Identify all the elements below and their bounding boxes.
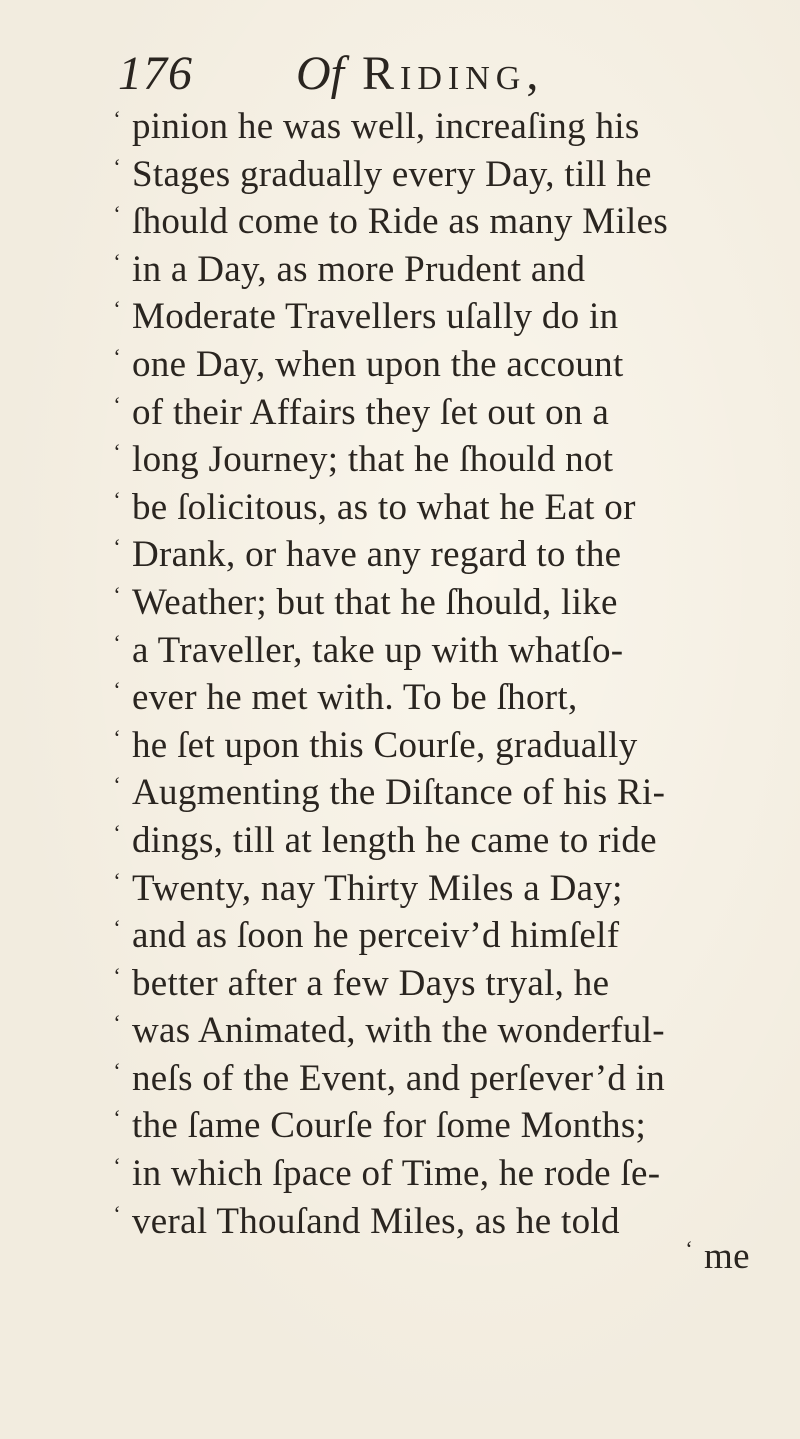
line-text: be ſolicitous, as to what he Eat or	[132, 486, 636, 528]
text-line	[108, 389, 778, 437]
quote-mark: ‘	[113, 391, 121, 417]
text-line	[108, 531, 778, 579]
line-text: long Journey; that he ſhould not	[132, 439, 614, 481]
line-text: a Traveller, take up with whatſo-	[132, 629, 624, 671]
quote-mark: ‘	[113, 1010, 121, 1036]
quote-mark: ‘	[113, 534, 121, 560]
quote-mark: ‘	[113, 819, 121, 845]
quote-mark: ‘	[113, 153, 121, 179]
quote-mark: ‘	[113, 1105, 121, 1131]
line-text: in which ſpace of Time, he rode ſe-	[132, 1153, 661, 1195]
quote-mark: ‘	[113, 1057, 121, 1083]
quote-mark: ‘	[113, 201, 121, 227]
text-line	[108, 627, 778, 675]
quote-mark: ‘	[113, 581, 121, 607]
quote-mark: ‘	[113, 772, 121, 798]
text-line	[108, 1150, 778, 1198]
text-line	[108, 1102, 778, 1150]
text-line	[108, 769, 778, 817]
quote-mark: ‘	[113, 343, 121, 369]
line-text: the ſame Courſe for ſome Months;	[132, 1105, 647, 1147]
line-text: veral Thouſand Miles, as he told	[132, 1200, 620, 1242]
line-text: one Day, when upon the account	[132, 343, 624, 385]
catchword-text: me	[704, 1236, 750, 1277]
quote-mark: ‘	[113, 962, 121, 988]
running-title-of: Of	[296, 47, 344, 100]
text-line	[108, 1055, 778, 1103]
line-text: Augmenting the Diſtance of his Ri-	[132, 772, 666, 814]
quote-mark: ‘	[113, 1200, 121, 1226]
text-line	[108, 436, 778, 484]
text-line	[108, 1007, 778, 1055]
page-number: 176	[118, 47, 193, 100]
quote-mark: ‘	[113, 915, 121, 941]
line-text: of their Affairs they ſet out on a	[132, 391, 610, 433]
line-text: neſs of the Event, and perſever’d in	[132, 1057, 666, 1099]
line-text: better after a few Days tryal, he	[132, 962, 610, 1004]
line-text: Drank, or have any regard to the	[132, 534, 622, 576]
quote-mark: ‘	[113, 867, 121, 893]
text-line	[108, 293, 778, 341]
text-line	[108, 674, 778, 722]
body-text	[108, 103, 778, 1245]
quote-mark: ‘	[113, 248, 121, 274]
text-line	[108, 341, 778, 389]
line-text: dings, till at length he came to ride	[132, 819, 657, 861]
text-line	[108, 579, 778, 627]
quote-mark: ‘	[113, 1153, 121, 1179]
line-text: Twenty, nay Thirty Miles a Day;	[132, 867, 623, 909]
line-text: Stages gradually every Day, till he	[132, 153, 652, 195]
quote-mark: ‘	[113, 629, 121, 655]
line-text: ever he met with. To be ſhort,	[132, 677, 578, 719]
line-text: Moderate Travellers uſally do in	[132, 296, 619, 338]
line-text: ſhould come to Ride as many Miles	[132, 201, 669, 243]
running-title-word: Riding,	[362, 47, 545, 100]
line-text: and as ſoon he perceiv’d himſelf	[132, 915, 620, 957]
line-text: in a Day, as more Prudent and	[132, 248, 586, 290]
quote-mark: ‘	[113, 439, 121, 465]
text-line	[108, 960, 778, 1008]
text-line	[108, 722, 778, 770]
quote-mark: ‘	[113, 486, 121, 512]
text-line	[108, 198, 778, 246]
text-line	[108, 484, 778, 532]
catchword	[680, 1233, 780, 1281]
quote-mark: ‘	[113, 677, 121, 703]
page-header	[118, 38, 738, 108]
text-line	[108, 103, 778, 151]
quote-mark: ‘	[113, 106, 121, 131]
line-text: was Animated, with the wonderful-	[132, 1010, 665, 1052]
running-title	[296, 46, 544, 101]
quote-mark: ‘	[113, 296, 121, 322]
text-line	[108, 246, 778, 294]
text-line	[108, 151, 778, 199]
line-text: Weather; but that he ſhould, like	[132, 581, 618, 623]
text-line	[108, 865, 778, 913]
text-line	[108, 817, 778, 865]
text-line	[108, 912, 778, 960]
line-text: pinion he was well, increaſing his	[132, 106, 640, 147]
text-line	[108, 1198, 778, 1246]
quote-mark: ‘	[113, 724, 121, 750]
line-text: he ſet upon this Courſe, gradually	[132, 724, 638, 766]
quote-mark: ‘	[685, 1236, 693, 1261]
